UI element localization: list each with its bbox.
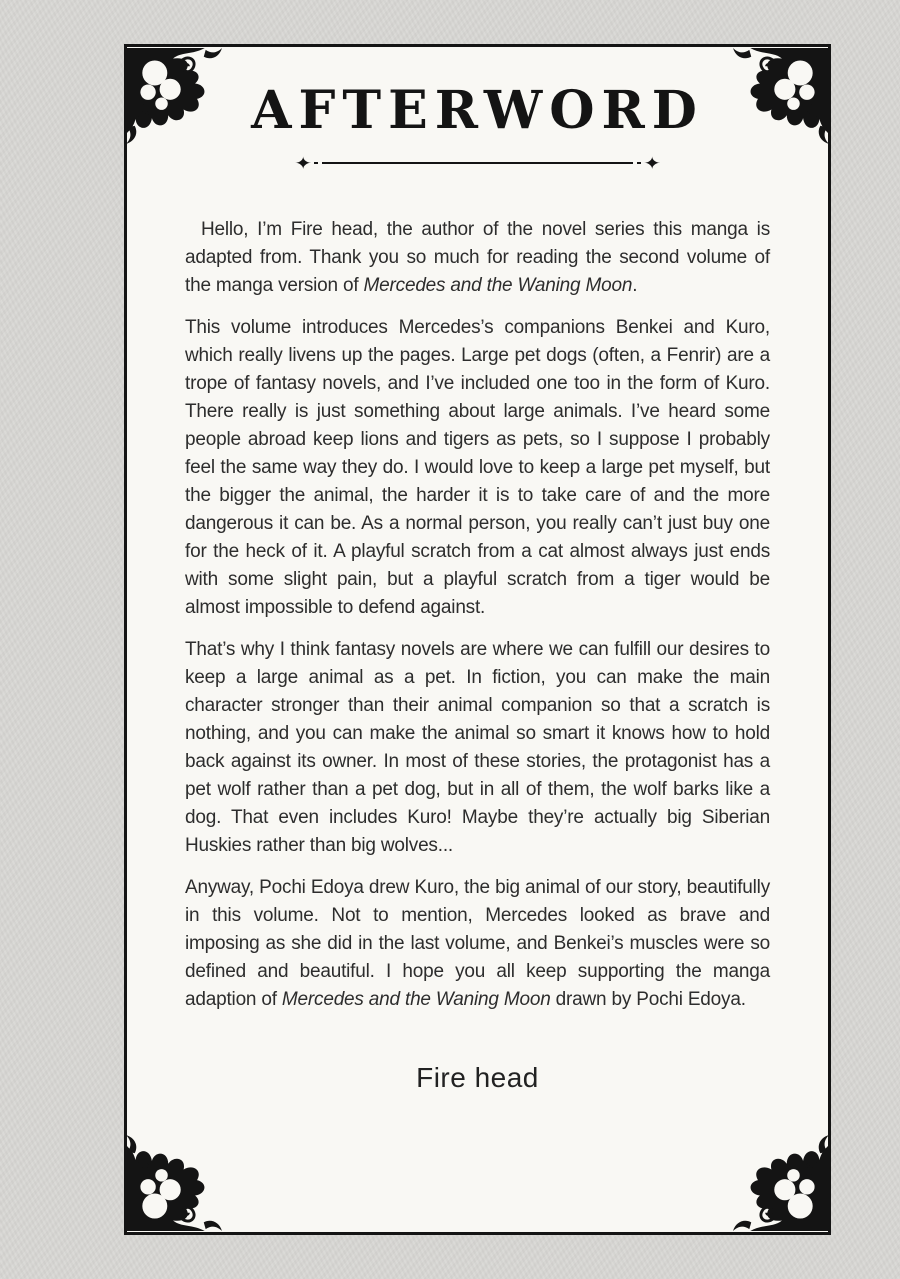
afterword-page: [124, 44, 831, 1235]
paragraph-text: This volume introduces Mercedes’s companions Benkei and Kuro, which really livens up the pages. Large pet dogs (often, a Fenrir) are a trope of fantasy novels, and I’ve included one too in the form of Kuro. There really is just something about large animals. I’ve heard some people abroad keep lions and tigers as pets, so I suppose I probably feel the same way they do. I would love to keep a large pet myself, but the bigger the animal, the harder it is to take care of and the more dangerous it can be. As a normal person, you really can’t just buy one for the heck of it. A playful scratch from a cat almost always just ends with some slight pain, but a playful scratch from a tiger would be almost impossible to defend against.: [185, 316, 770, 618]
divider-star-icon: ✦: [293, 153, 312, 173]
corner-flourish-icon: [126, 1133, 222, 1233]
paragraph: [185, 636, 770, 860]
paragraph: [185, 874, 770, 1014]
paragraph: [185, 216, 770, 300]
page-title: AFTERWORD: [251, 80, 704, 141]
paragraph-text: drawn by Pochi Edoya.: [550, 988, 746, 1010]
corner-flourish-icon: [733, 1133, 829, 1233]
paragraph-text: That’s why I think fantasy novels are where we can fulfill our desires to keep a large animal as a pet. In fiction, you can make the main character stronger than their animal companion so that a scratch is nothing, and you can make the animal so smart it knows how to hold back against its owner. In most of these stories, the protagonist has a pet wolf rather than a pet dog, but in all of them, the wolf barks like a dog. That even includes Kuro! Maybe they’re actually big Siberian Huskies rather than big wolves...: [185, 638, 770, 856]
paragraph: [185, 314, 770, 622]
author-signature: Fire head: [416, 1061, 539, 1093]
book-title-italic: Mercedes and the Waning Moon: [281, 988, 551, 1010]
paragraph-text: Hello, I’m Fire head, the author of the novel series this manga is adapted from. Thank you so much for reading the second volume of the manga version of: [185, 218, 770, 296]
paragraph-text: Anyway, Pochi Edoya drew Kuro, the big animal of our story, beautifully in this volume. Not to mention, Mercedes looked as brave and imposing as she did in the last volume, and Benkei’s muscles were so defined and beautiful. I hope you all keep supporting the manga adaption of: [185, 876, 770, 1010]
paragraph-text: .: [632, 274, 638, 296]
divider-star-icon: ✦: [643, 153, 662, 173]
divider-line: [322, 162, 634, 164]
divider-dash: [314, 162, 318, 164]
divider-dash: [637, 162, 641, 164]
title-divider: [293, 153, 662, 173]
afterword-body: [127, 216, 828, 1014]
book-title-italic: Mercedes and the Waning Moon: [363, 274, 633, 296]
